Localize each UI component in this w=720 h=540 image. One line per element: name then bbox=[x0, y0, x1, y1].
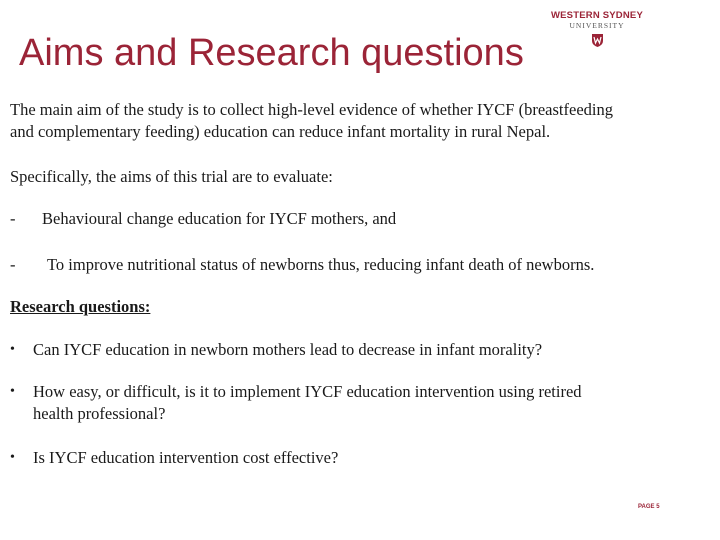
aim-line: The main aim of the study is to collect high-level evidence of whether IYCF (breastfeeding bbox=[10, 100, 613, 119]
question-text bbox=[33, 381, 582, 425]
logo-line-2: UNIVERSITY bbox=[569, 21, 625, 30]
aim-line: and complementary feeding) education can reduce infant mortality in rural Nepal. bbox=[10, 122, 551, 141]
bullet-marker: • bbox=[10, 450, 15, 465]
question-line: health professional? bbox=[33, 404, 166, 423]
aims-list-text: Behavioural change education for IYCF mothers, and bbox=[42, 209, 397, 228]
page-number: PAGE 5 bbox=[638, 504, 660, 510]
wsu-shield-icon bbox=[592, 34, 603, 47]
question-line: Is IYCF education intervention cost effective? bbox=[33, 448, 339, 467]
dash-marker: - bbox=[10, 255, 16, 274]
university-logo bbox=[548, 10, 646, 50]
question-text bbox=[33, 447, 338, 469]
specifically-intro: Specifically, the aims of this trial are to evaluate: bbox=[10, 167, 333, 186]
aim-paragraph bbox=[10, 99, 613, 143]
question-line: How easy, or difficult, is it to implement IYCF education intervention using retired bbox=[33, 382, 582, 401]
aims-list-text: To improve nutritional status of newborns thus, reducing infant death of newborns. bbox=[47, 255, 595, 274]
question-line: Can IYCF education in newborn mothers lead to decrease in infant morality? bbox=[33, 340, 543, 359]
bullet-marker: • bbox=[10, 384, 15, 399]
question-text bbox=[33, 339, 542, 361]
logo-line-1: WESTERN SYDNEY bbox=[550, 10, 643, 21]
research-questions-heading: Research questions: bbox=[10, 297, 151, 316]
bullet-marker: • bbox=[10, 342, 15, 357]
slide-title: Aims and Research questions bbox=[19, 32, 524, 74]
dash-marker: - bbox=[10, 209, 16, 228]
